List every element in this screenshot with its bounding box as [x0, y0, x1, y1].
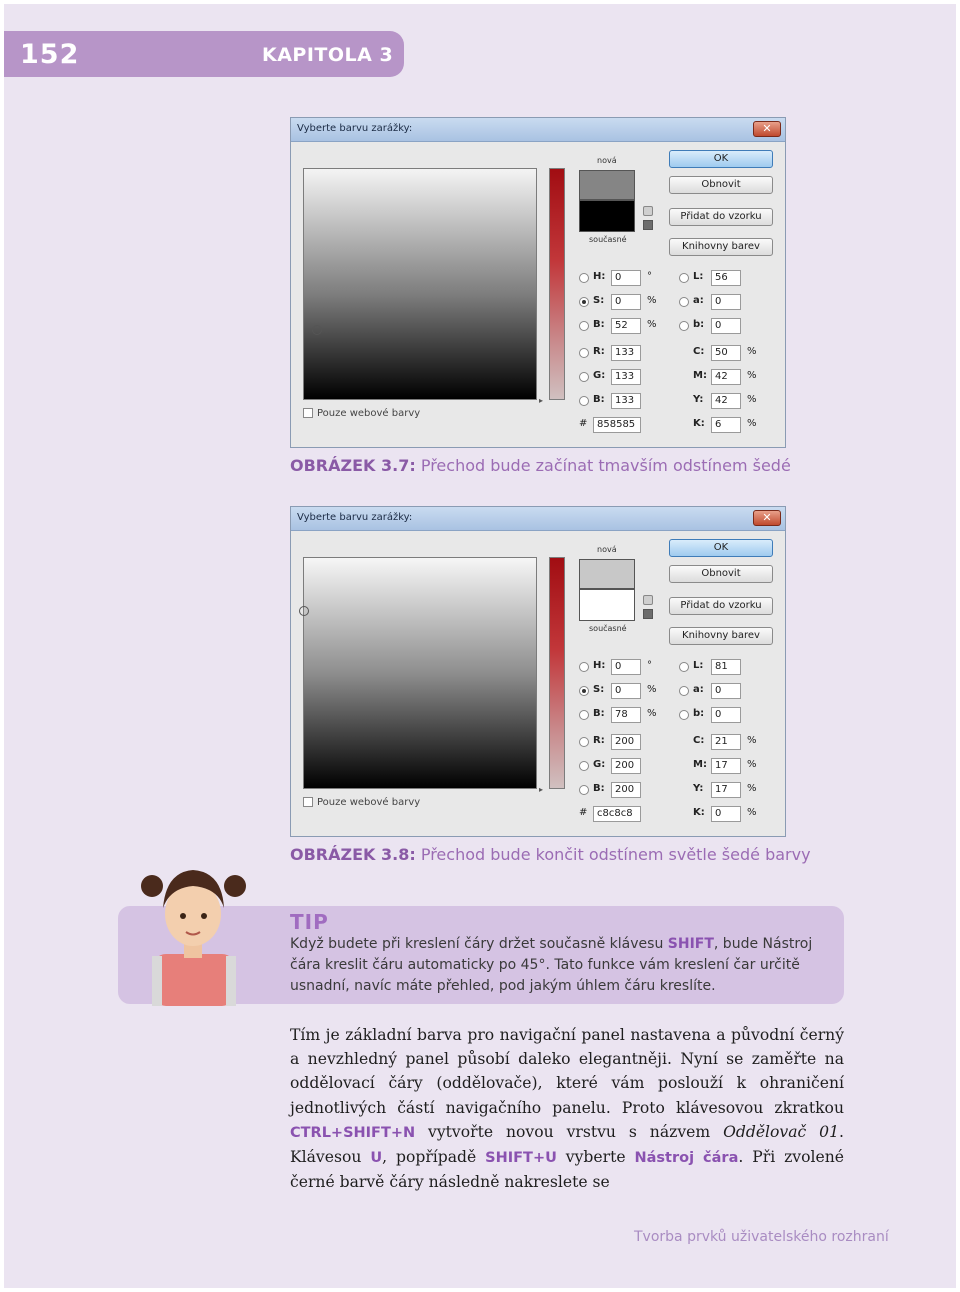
- current-color-label: současné: [589, 235, 627, 244]
- ok-button[interactable]: OK: [669, 150, 773, 168]
- new-color-label: nová: [597, 156, 617, 165]
- web-colors-only-checkbox[interactable]: Pouze webové barvy: [303, 408, 420, 419]
- add-to-swatches-button[interactable]: Přidat do vzorku: [669, 597, 773, 615]
- figure-caption-2: OBRÁZEK 3.8: Přechod bude končit odstínem světle šedé barvy: [290, 845, 811, 864]
- hue-slider[interactable]: [549, 557, 565, 789]
- reset-button[interactable]: Obnovit: [669, 176, 773, 194]
- new-color-swatch: [579, 170, 635, 200]
- body-paragraph: Tím je základní barva pro navigační panel nastavena a původní černý a nevzhledný panel působí daleko elegantněji. Nyní se zaměřte na oddělovací čáry (oddělovače), které vám poslouží k ohraničení jednotlivých částí navigačního panelu. Proto klávesovou zkratkou CTRL+SHIFT+N vytvořte novou vrstvu s názvem Oddělovač 01. Klávesou U, popřípadě SHIFT+U vyberte Nástroj čára. Při zvolené černé barvě čáry následně nakreslete se: [290, 1026, 844, 1192]
- tip-title: TIP: [290, 910, 329, 934]
- color-picker-circle[interactable]: [299, 606, 309, 616]
- color-field[interactable]: [303, 557, 537, 789]
- add-to-swatches-button[interactable]: Přidat do vzorku: [669, 208, 773, 226]
- chapter-title: KAPITOLA 3: [262, 44, 394, 66]
- tip-text: Když budete při kreslení čáry držet současně klávesu SHIFT, bude Nástroj čára kreslit čáru automaticky po 45°. Tato funkce vám kreslení čar určitě usnadní, navíc máte přehled, pod jakým úhlem čáru kreslíte.: [290, 936, 813, 994]
- close-icon[interactable]: ✕: [753, 510, 781, 526]
- hue-slider[interactable]: [549, 168, 565, 400]
- color-picker-circle[interactable]: [312, 325, 322, 335]
- web-colors-only-checkbox[interactable]: Pouze webové barvy: [303, 797, 420, 808]
- slider-arrow-icon[interactable]: ▸: [539, 396, 544, 405]
- current-color-label: současné: [589, 624, 627, 633]
- current-color-swatch[interactable]: [579, 589, 635, 621]
- color-field[interactable]: [303, 168, 537, 400]
- reset-button[interactable]: Obnovit: [669, 565, 773, 583]
- dialog-titlebar: [291, 118, 785, 142]
- web-safe-cube-icon[interactable]: [643, 220, 653, 230]
- girl-mascot-icon: [138, 858, 248, 1006]
- dialog-title: Vyberte barvu zarážky:: [297, 512, 413, 523]
- color-libraries-button[interactable]: Knihovny barev: [669, 627, 773, 645]
- ok-button[interactable]: OK: [669, 539, 773, 557]
- hex-field[interactable]: # 858585: [579, 418, 587, 429]
- color-picker-dialog-1: Vyberte barvu zarážky: ✕ ▸ nová současné OK Obnovit Přidat do vzorku Knihovny barev H: 0 ° S: 0 % B: 52 % R: 133 G: 133 B: 133 L: 56 a: 0 b: 0 C: 50 % M: 42 % Y: 42 % K: 6 % Pouze webové barvy # 858585: [290, 117, 786, 448]
- running-footer: Tvorba prvků uživatelského rozhraní: [634, 1229, 889, 1245]
- web-safe-cube-icon[interactable]: [643, 609, 653, 619]
- new-color-swatch: [579, 559, 635, 589]
- close-icon[interactable]: ✕: [753, 121, 781, 137]
- slider-arrow-icon[interactable]: ▸: [539, 785, 544, 794]
- hex-field[interactable]: # c8c8c8: [579, 807, 587, 818]
- gamut-warning-icon[interactable]: [643, 595, 653, 605]
- current-color-swatch[interactable]: [579, 200, 635, 232]
- color-picker-dialog-2: Vyberte barvu zarážky: ✕ ▸ nová současné OK Obnovit Přidat do vzorku Knihovny barev H: 0 ° S: 0 % B: 78 % R: 200 G: 200 B: 200 L: 81 a: 0 b: 0 C: 21 % M: 17 % Y: 17 % K: 0 % Pouze webové barvy # c8c8c8: [290, 506, 786, 837]
- page-number: 152: [20, 39, 80, 70]
- dialog-title: Vyberte barvu zarážky:: [297, 123, 413, 134]
- dialog-titlebar: [291, 507, 785, 531]
- new-color-label: nová: [597, 545, 617, 554]
- color-libraries-button[interactable]: Knihovny barev: [669, 238, 773, 256]
- gamut-warning-icon[interactable]: [643, 206, 653, 216]
- figure-caption-1: OBRÁZEK 3.7: Přechod bude začínat tmavším odstínem šedé: [290, 456, 791, 475]
